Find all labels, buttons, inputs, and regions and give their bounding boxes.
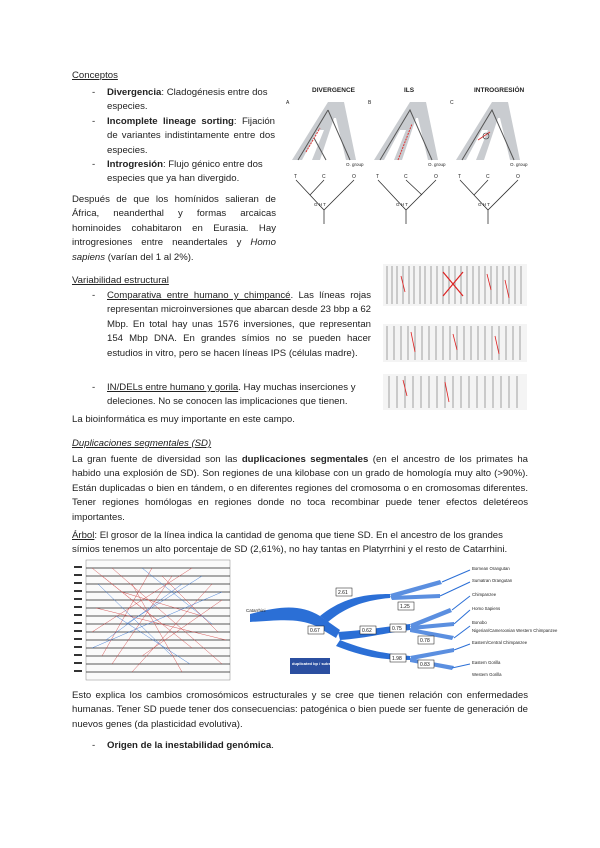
concept-term: Incomplete lineage sorting: [107, 116, 234, 127]
leaf-label: T: [458, 174, 462, 180]
figure-sd-tree: [240, 560, 558, 684]
species-label: Eastern Gorilla: [472, 660, 501, 665]
bullet-dash: -: [92, 382, 96, 393]
concept-term: Divergencia: [107, 87, 162, 98]
species-label: Bonobo: [472, 620, 487, 625]
paragraph-arbol: [72, 529, 528, 558]
node-label: G H T: [314, 202, 326, 207]
paragraph-text: (varían del 1 al 2%).: [105, 251, 194, 263]
legend-label: duplicated bp / substituted bp: [292, 661, 349, 666]
paragraph-text: Después de que los homínidos salieran de África, neanderthal y formas arcaicas hominoides cohabitaron en Eurasia. Hay introgresiones entre neandertales y: [72, 194, 276, 249]
item-title: Origen de la inestabilidad genómica: [107, 740, 272, 751]
bullet-dash: -: [92, 87, 96, 98]
node-label: G H T: [396, 202, 408, 207]
concept-item-introgresion: [107, 158, 275, 187]
item-origen-inestabilidad: [107, 739, 407, 753]
sd-percentage-label: 0.62: [362, 628, 372, 634]
species-label: Chimpanzee: [472, 592, 497, 597]
leaf-label: C: [404, 174, 408, 180]
bullet-dash: -: [92, 740, 96, 751]
outgroup-label: O. group: [510, 162, 528, 167]
item-text: . Hay muchas inserciones y deleciones. No se conocen las implicaciones que tienen.: [107, 382, 356, 408]
bullet-dash: -: [92, 116, 96, 127]
leaf-label: T: [294, 174, 298, 180]
figure-inversions-indels: [383, 262, 531, 414]
figure-divergence-ils-introgression: [284, 80, 528, 252]
species-label: Bornean Orangutan: [472, 566, 510, 571]
leaf-label: T: [376, 174, 380, 180]
leaf-label: C: [322, 174, 326, 180]
paragraph-consecuencias: Esto explica los cambios cromosómicos estructurales y se cree que tienen relación con enfermedades humanas. Tener SD puede tener dos consecuencias: patogénica o bien puede ser fuente de generación de nuevos genes (da plasticidad evolutiva).: [72, 690, 528, 730]
outgroup-label: O. group: [428, 162, 446, 167]
root-label: Catarrhini: [246, 608, 266, 613]
paragraph-hominidos: [72, 193, 276, 265]
node-label: G H T: [478, 202, 490, 207]
bullet-dash: -: [92, 159, 96, 170]
species-label: Western Gorilla: [472, 672, 502, 677]
section-heading-conceptos: Conceptos: [72, 70, 118, 81]
figure-title-ils: ILS: [404, 87, 415, 94]
leaf-label: C: [486, 174, 490, 180]
sd-percentage-label: 0.83: [420, 662, 430, 668]
concept-term: Introgresión: [107, 159, 163, 170]
species-tree-ils: [374, 102, 446, 224]
concept-item-ils: [107, 115, 275, 158]
paragraph-text: La gran fuente de diversidad son las: [72, 454, 242, 465]
item-title: IN/DELs entre humano y gorila: [107, 382, 239, 393]
concept-definition: : Cladogénesis entre dos especies.: [107, 87, 268, 113]
sd-percentage-label: 0.75: [392, 626, 402, 632]
concept-definition: : Flujo génico entre dos especies que ya han divergido.: [107, 159, 263, 185]
section-heading-variabilidad: Variabilidad estructural: [72, 275, 169, 286]
figure-sd-dotplot: [72, 560, 232, 682]
section-heading-duplicaciones: Duplicaciones segmentales (SD): [72, 438, 212, 449]
item-end: .: [271, 740, 274, 751]
leaf-label: O: [516, 174, 520, 180]
bullet-dash: -: [92, 290, 96, 301]
panel-letter-b: B: [368, 100, 372, 106]
concept-definition: : Fijación de variantes indistintamente entre dos especies.: [107, 116, 275, 156]
bold-term: duplicaciones segmentales: [241, 454, 369, 465]
panel-letter-a: A: [286, 100, 290, 106]
leaf-label: O: [352, 174, 356, 180]
item-title: Comparativa entre humano y chimpancé: [107, 290, 291, 301]
paragraph-sd-intro: [72, 453, 528, 525]
concept-item-divergencia: [107, 86, 275, 115]
variabilidad-item-chimpance: [107, 289, 371, 361]
inversions-track-row-1: [383, 264, 527, 306]
leaf-label: O: [434, 174, 438, 180]
variabilidad-item-gorila: [107, 381, 371, 410]
species-tree-divergence: [292, 102, 364, 224]
species-tree-introgression: [456, 102, 528, 224]
species-label: Homo Sapiens: [472, 606, 501, 611]
species-name: Homo sapiens: [72, 237, 276, 263]
species-label: Sumatran Orangutan: [472, 578, 513, 583]
item-text: . Las líneas rojas representan microinversiones que abarcan desde 23 bbp a 62 Mbp. En total hay unas 1576 inversiones, que representan 154 Mbp DNA. En grandes símios no se pueden hacer estudios in vitro, pero se hacen líneas IPS (células madre).: [107, 290, 372, 359]
sd-percentage-label: 1.25: [400, 604, 410, 610]
species-label: Eastern/Central Chimpanzee: [472, 640, 528, 645]
indels-track-row: [383, 374, 527, 410]
figure-title-introgresion: INTROGRESIÓN: [474, 87, 525, 94]
outgroup-label: O. group: [346, 162, 364, 167]
inversions-track-row-2: [383, 324, 527, 362]
branch-upper: [320, 594, 390, 622]
arbol-label: Árbol: [72, 530, 95, 541]
bioinformatics-line: La bioinformática es muy importante en este campo.: [72, 414, 295, 425]
panel-letter-c: C: [450, 100, 454, 106]
species-label: Nigerian/Cameroonian Western Chimpanzee: [472, 628, 558, 633]
paragraph-text: : El grosor de la línea indica la cantidad de genoma que tiene SD. En el ancestro de los grandes símios tenemos un alto porcentaje de SD (2,61%), no hay tantas en Platyrrhini y el resto de Catarrhini.: [72, 530, 508, 556]
figure-title-divergence: DIVERGENCE: [312, 87, 355, 94]
sd-percentage-label: 1.98: [392, 656, 402, 662]
sd-percentage-label: 2.61: [338, 590, 348, 596]
sd-percentage-label: 0.78: [420, 638, 430, 644]
sd-percentage-label: 0.67: [310, 628, 320, 634]
paragraph-text: (en el ancestro de los primates ha habido una explosión de SD). Son regiones de una kilobase con un grado de homología muy alto (>90%). Están duplicadas o bien en tándem, o en diferentes regiones del cromosoma o en cromosomas diferentes. Tener regiones homólogas en regiones donde no toca recombinar puede tener efectos deletéreos importantes.: [72, 454, 529, 523]
